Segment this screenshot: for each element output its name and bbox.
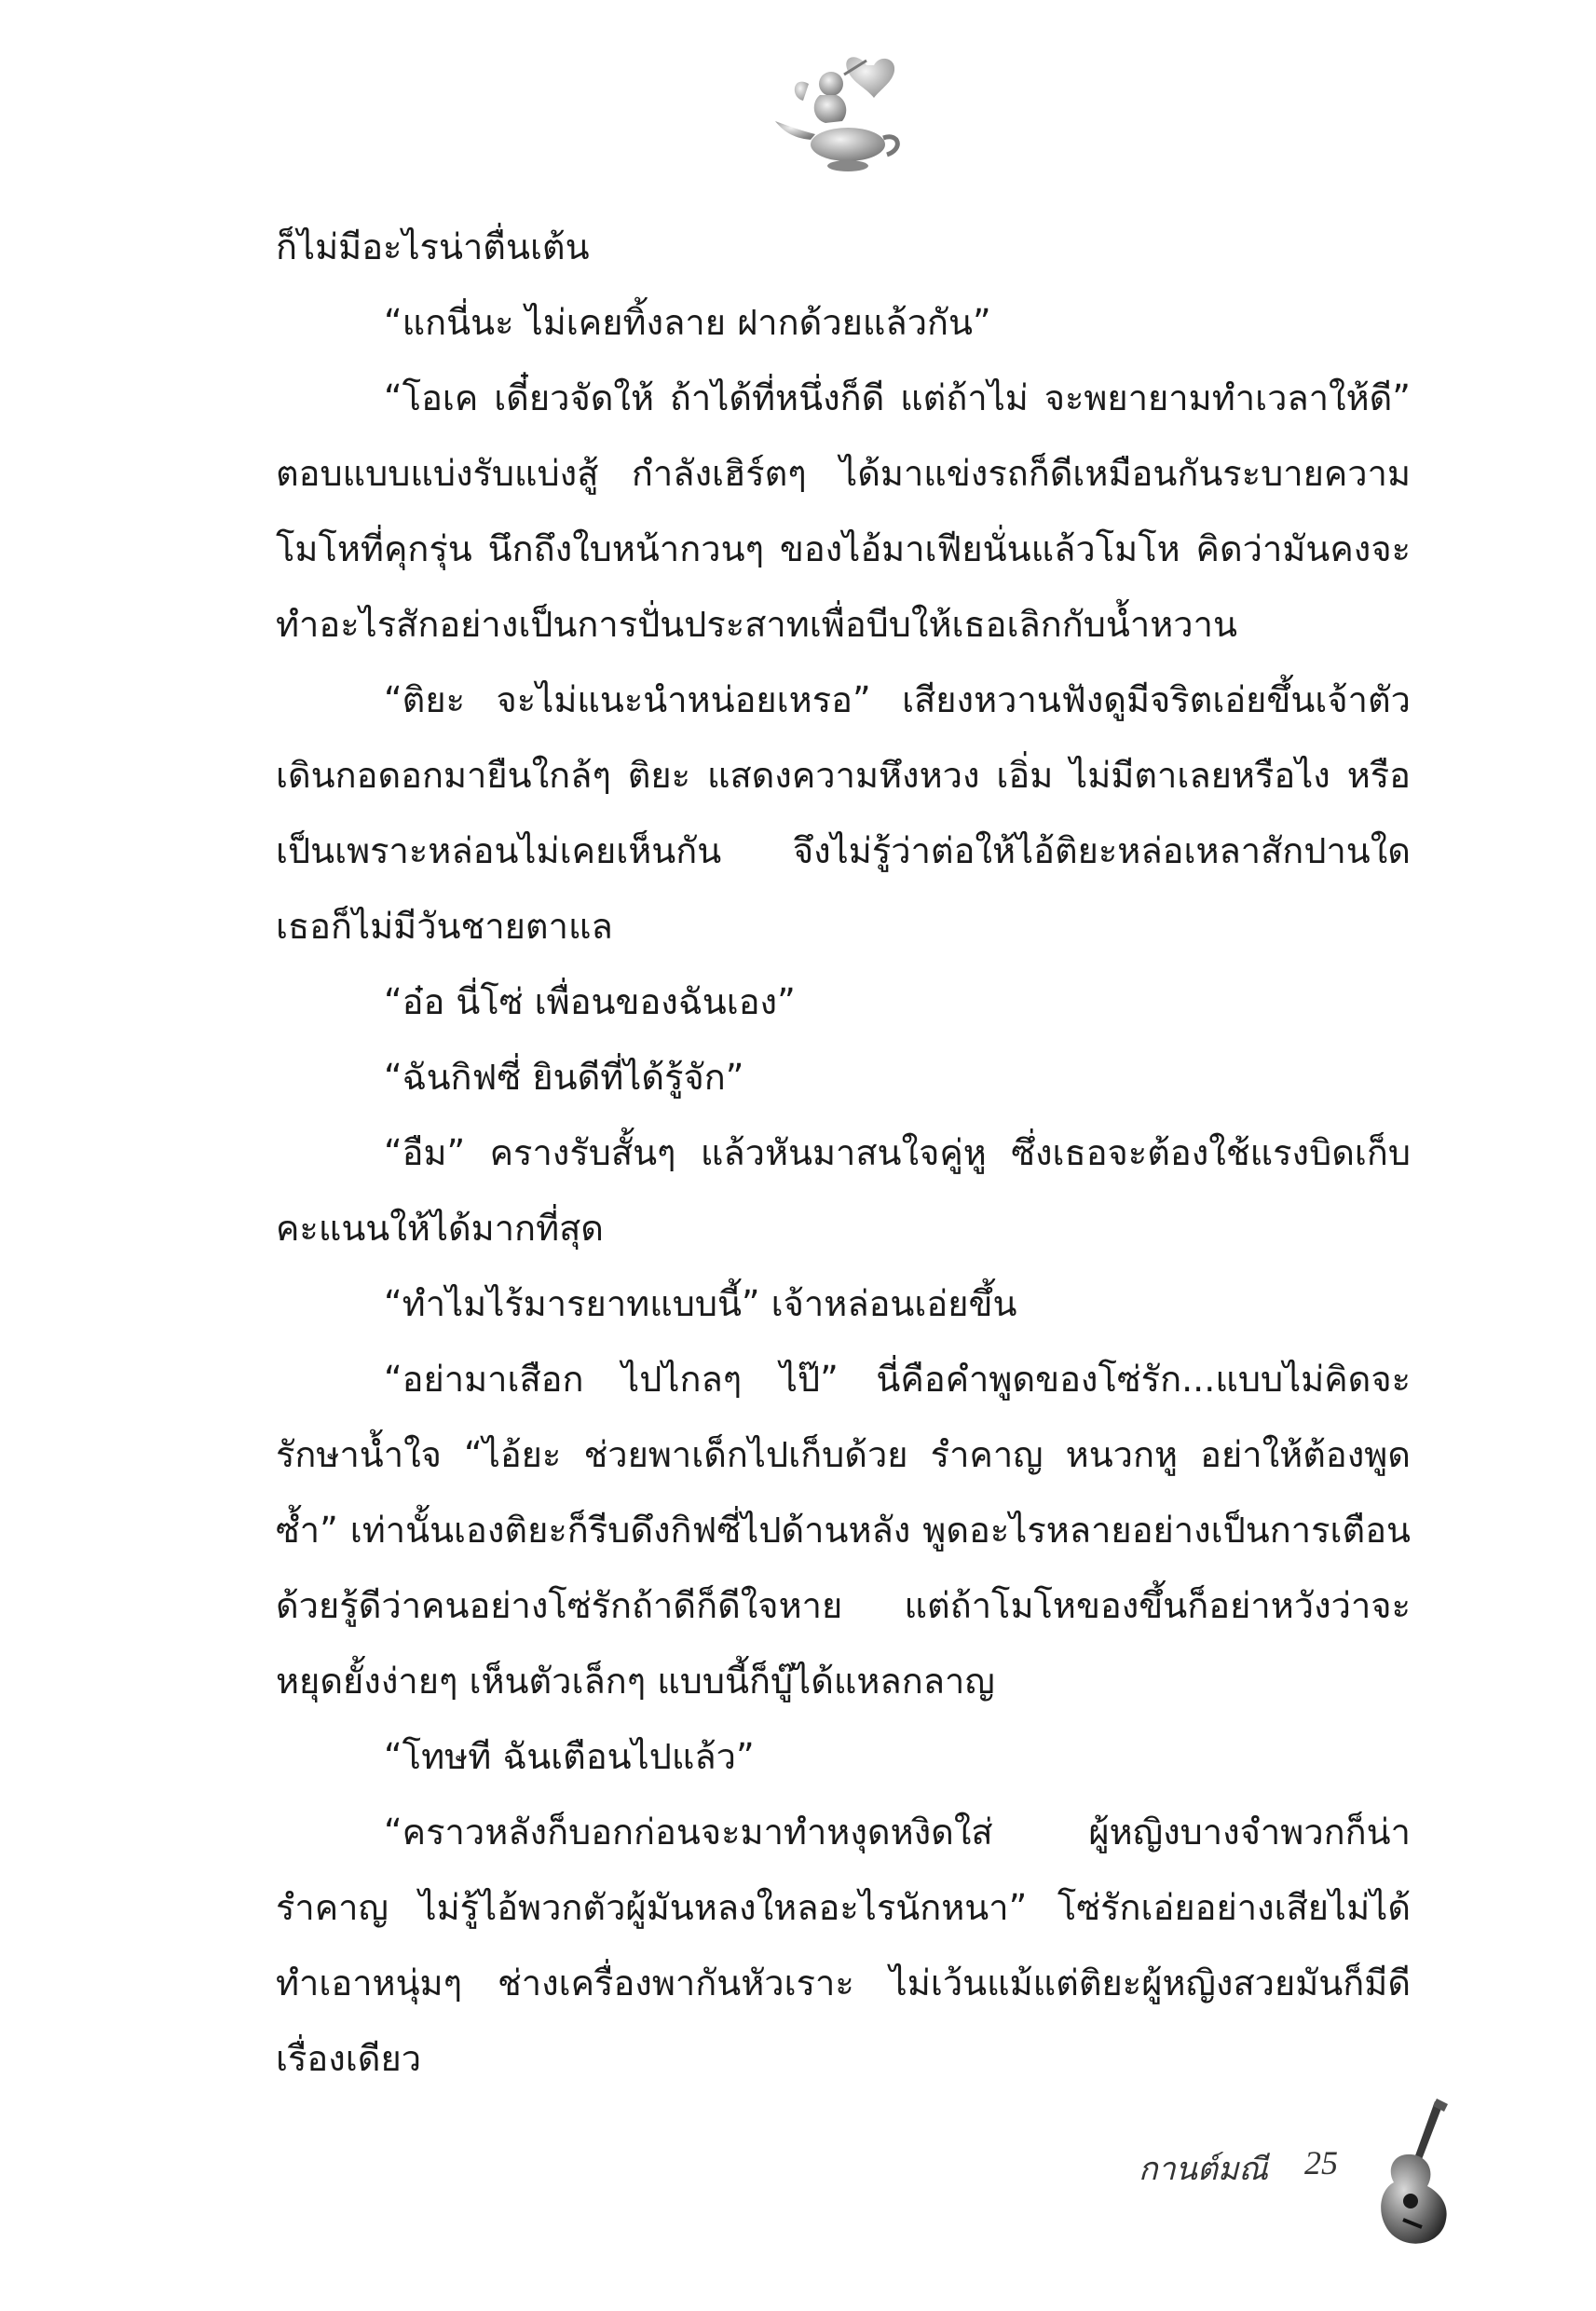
paragraph: “อืม” ครางรับสั้นๆ แล้วหันมาสนใจคู่หู ซึ่งเธอจะต้องใช้แรงบิดเก็บคะแนนให้ได้มากที่สุด: [276, 1132, 1411, 1249]
paragraph: “ทำไมไร้มารยาทแบบนี้” เจ้าหล่อนเอ่ยขึ้น: [384, 1283, 1017, 1324]
paragraph: ก็ไม่มีอะไรน่าตื่นเต้น: [276, 226, 590, 267]
book-title: กานต์มณี: [1139, 2151, 1268, 2188]
guitar-icon: [1370, 2097, 1463, 2255]
paragraph: “แกนี่นะ ไม่เคยทิ้งลาย ฝากด้วยแล้วกัน”: [384, 302, 991, 343]
paragraph: “อ๋อ นี่โซ่ เพื่อนของฉันเอง”: [384, 981, 796, 1022]
page-number: 25: [1304, 2144, 1338, 2181]
paragraph: “โทษที ฉันเตือนไปแล้ว”: [384, 1736, 755, 1777]
paragraph: “อย่ามาเสือก ไปไกลๆ ไป๊” นี่คือคำพูดของโซ่รัก...แบบไม่คิดจะรักษาน้ำใจ “ไอ้ยะ ช่วยพาเด็กไปเก็บด้วย รำคาญ หนวกหู อย่าให้ต้องพูดซ้ำ” เท่านั้นเองติยะก็รีบดึงกิฟซี่ไปด้านหลัง พูดอะไรหลายอย่างเป็นการเตือน ด้วยรู้ดีว่าคนอย่างโซ่รักถ้าดีก็ดีใจหาย แต่ถ้าโมโหของขึ้นก็อย่าหวังว่าจะหยุดยั้งง่ายๆ เห็นตัวเล็กๆ แบบนี้ก็บู๊ได้แหลกลาญ: [276, 1359, 1411, 1702]
paragraph: “โอเค เดี๋ยวจัดให้ ถ้าได้ที่หนึ่งก็ดี แต่ถ้าไม่ จะพยายามทำเวลาให้ดี” ตอบแบบแบ่งรับแบ่งสู้ กำลังเฮิร์ตๆ ได้มาแข่งรถก็ดีเหมือนกันระบายความโมโหที่คุกรุ่น นึกถึงใบหน้ากวนๆ ของไอ้มาเฟียนั่นแล้วโมโห คิดว่ามันคงจะทำอะไรสักอย่างเป็นการปั่นประสาทเพื่อบีบให้เธอเลิกกับน้ำหวาน: [276, 377, 1411, 645]
paragraph: “คราวหลังก็บอกก่อนจะมาทำหงุดหงิดใส่ ผู้หญิงบางจำพวกก็น่ารำคาญ ไม่รู้ไอ้พวกตัวผู้มันหลงใหลอะไรนักหนา” โซ่รักเอ่ยอย่างเสียไม่ได้ ทำเอาหนุ่มๆ ช่างเครื่องพากันหัวเราะ ไม่เว้นแม้แต่ติยะผู้หญิงสวยมันก็มีดีเรื่องเดียว: [276, 1812, 1411, 2079]
chapter-text: [276, 210, 1411, 2097]
paragraph: “ฉันกิฟซี่ ยินดีที่ได้รู้จัก”: [384, 1057, 744, 1098]
lamp-with-cupid-ornament-icon: [764, 47, 913, 177]
paragraph: “ติยะ จะไม่แนะนำหน่อยเหรอ” เสียงหวานฟังดูมีจริตเอ่ยขึ้นเจ้าตัวเดินกอดอกมายืนใกล้ๆ ติยะ แสดงความหึงหวง เอิ่ม ไม่มีตาเลยหรือไง หรือเป็นเพราะหล่อนไม่เคยเห็นกัน จึงไม่รู้ว่าต่อให้ไอ้ติยะหล่อเหลาสักปานใด เธอก็ไม่มีวันชายตาแล: [276, 679, 1411, 947]
